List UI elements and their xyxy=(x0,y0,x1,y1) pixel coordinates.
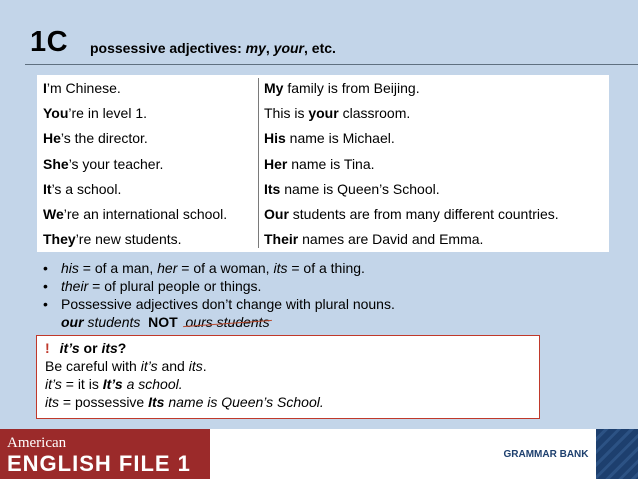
subject-cell: I’m Chinese. xyxy=(43,79,121,96)
possessive-cell: Our students are from many different countries. xyxy=(264,206,559,223)
heading-text: possessive adjectives: xyxy=(90,40,246,56)
possessive-cell: His name is Michael. xyxy=(264,130,395,147)
warning-line: its = possessive Its name is Queen’s School. xyxy=(45,394,324,410)
possessive-cell: Its name is Queen’s School. xyxy=(264,180,440,197)
footer xyxy=(0,429,638,479)
table-row xyxy=(37,100,609,125)
subject-cell: He’s the director. xyxy=(43,130,148,147)
subject-cell: We’re an international school. xyxy=(43,206,228,223)
bullet-icon: • xyxy=(43,296,48,312)
column-divider xyxy=(258,78,259,248)
brand-title: ENGLISH FILE 1 xyxy=(7,451,191,476)
brand-top: American xyxy=(7,435,67,451)
table-row xyxy=(37,227,609,252)
bullet-icon: • xyxy=(43,278,48,294)
table-row xyxy=(37,201,609,226)
section-heading xyxy=(90,40,336,56)
section-label: GRAMMAR BANK xyxy=(503,448,589,460)
bullet-icon: • xyxy=(43,260,48,276)
possessive-cell: Her name is Tina. xyxy=(264,155,375,172)
header xyxy=(0,0,638,66)
possessive-cell: Their names are David and Emma. xyxy=(264,231,484,248)
exclamation-icon: ! xyxy=(45,340,50,356)
subject-cell: She’s your teacher. xyxy=(43,155,164,172)
heading-my: my xyxy=(245,40,266,56)
heading-your: your xyxy=(273,40,305,56)
table-row xyxy=(37,151,609,176)
table-row xyxy=(37,126,609,151)
brand-logo xyxy=(0,429,210,479)
warning-heading: ! it’s or its? xyxy=(45,340,127,356)
warning-line: Be careful with it’s and its. xyxy=(45,358,207,374)
subject-cell: You’re in level 1. xyxy=(43,104,147,121)
possessive-cell: This is your classroom. xyxy=(264,104,411,121)
unit-number: 1C xyxy=(30,26,69,58)
bullet-item: • Possessive adjectives don’t change with plural nouns. xyxy=(43,296,395,312)
header-rule xyxy=(25,64,638,65)
subject-cell: They’re new students. xyxy=(43,231,182,248)
possessive-cell: My family is from Beijing. xyxy=(264,79,420,96)
table-row xyxy=(37,176,609,201)
stripe-decoration xyxy=(596,429,638,479)
grammar-notes xyxy=(43,259,395,331)
wrong-example: ours students xyxy=(185,314,270,330)
warning-line: it’s = it is It’s a school. xyxy=(45,376,183,392)
subject-cell: It’s a school. xyxy=(43,180,122,197)
warning-box xyxy=(36,335,540,419)
example-line: our students NOT ours students xyxy=(61,314,270,330)
examples-table xyxy=(37,75,609,252)
heading-comma: , xyxy=(265,40,274,56)
bullet-item: • his = of a man, her = of a woman, its = of a thing. xyxy=(43,260,365,276)
heading-suffix: , etc. xyxy=(304,40,336,56)
table-row xyxy=(37,75,609,100)
bullet-item: • their = of plural people or things. xyxy=(43,278,262,294)
